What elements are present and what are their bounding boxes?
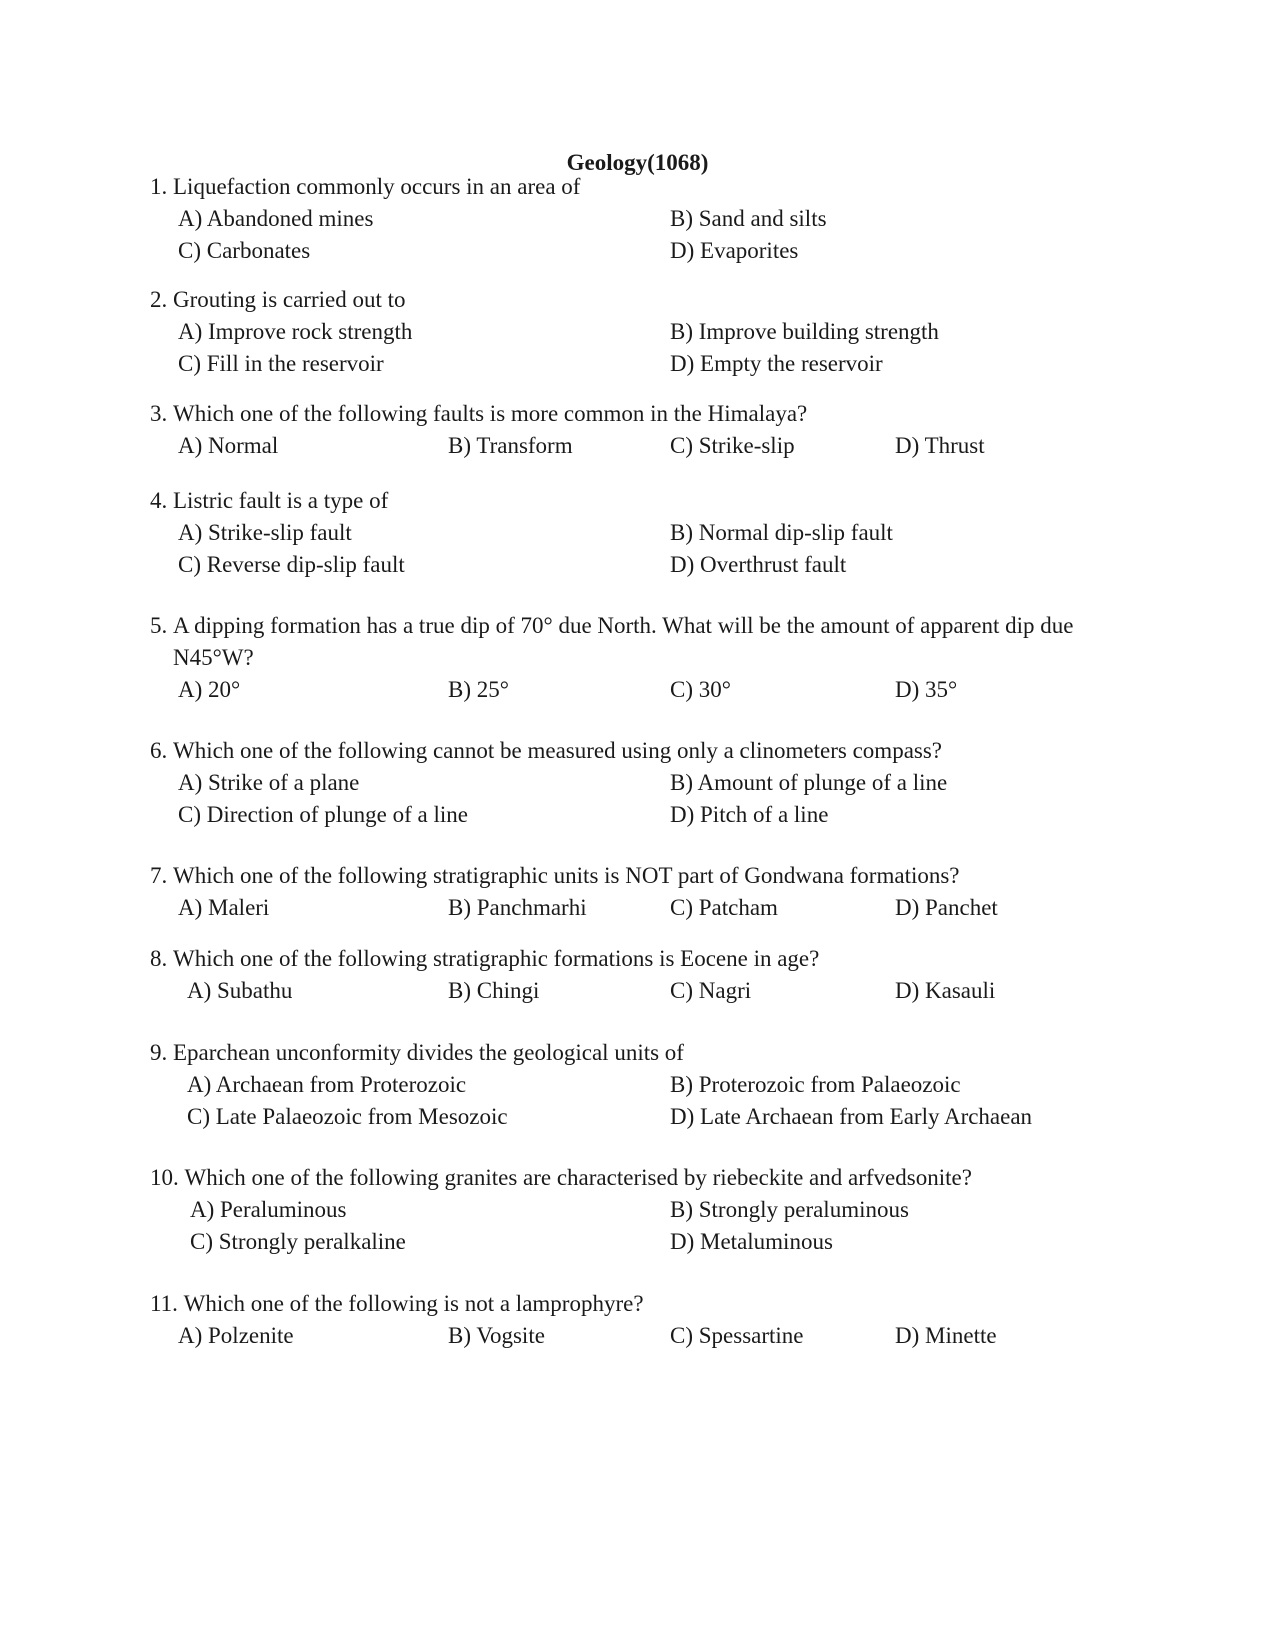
question-number: 6. bbox=[150, 738, 173, 763]
option-d: D) Kasauli bbox=[895, 978, 996, 1003]
option-d: D) Minette bbox=[895, 1323, 997, 1348]
option-d: D) Evaporites bbox=[670, 238, 799, 263]
option-c: C) Spessartine bbox=[670, 1323, 804, 1348]
question-7 bbox=[150, 860, 1150, 920]
question-text: Which one of the following cannot be measured using only a clinometers compass? bbox=[173, 738, 943, 763]
option-d: D) Empty the reservoir bbox=[670, 351, 883, 376]
option-c: C) 30° bbox=[670, 677, 731, 702]
question-10 bbox=[150, 1162, 1150, 1258]
option-d: D) Pitch of a line bbox=[670, 802, 829, 827]
option-d: D) Late Archaean from Early Archaean bbox=[670, 1104, 1033, 1129]
question-4 bbox=[150, 485, 1150, 581]
question-text: Grouting is carried out to bbox=[173, 287, 406, 312]
question-text: Liquefaction commonly occurs in an area of bbox=[173, 174, 581, 199]
question-number: 11. bbox=[150, 1291, 184, 1316]
question-11 bbox=[150, 1288, 1150, 1352]
question-text: Which one of the following is not a lamprophyre? bbox=[183, 1291, 644, 1316]
option-c: C) Late Palaeozoic from Mesozoic bbox=[187, 1104, 508, 1129]
question-number: 7. bbox=[150, 863, 173, 888]
option-c: C) Direction of plunge of a line bbox=[178, 802, 468, 827]
question-text: Which one of the following stratigraphic formations is Eocene in age? bbox=[173, 946, 820, 971]
option-a: A) Polzenite bbox=[178, 1323, 294, 1348]
option-d: D) Panchet bbox=[895, 895, 998, 920]
option-d: D) Thrust bbox=[895, 433, 985, 458]
option-b: B) Transform bbox=[448, 433, 573, 458]
option-a: A) Subathu bbox=[187, 978, 293, 1003]
question-number: 10. bbox=[150, 1165, 185, 1190]
question-6 bbox=[150, 735, 1150, 831]
option-b: B) Vogsite bbox=[448, 1323, 545, 1348]
question-3 bbox=[150, 398, 1150, 462]
option-b: B) Proterozoic from Palaeozoic bbox=[670, 1072, 961, 1097]
option-a: A) Archaean from Proterozoic bbox=[187, 1072, 467, 1097]
option-d: D) Overthrust fault bbox=[670, 552, 847, 577]
question-number: 8. bbox=[150, 946, 173, 971]
option-a: A) Abandoned mines bbox=[178, 206, 374, 231]
option-b: B) Strongly peraluminous bbox=[670, 1197, 909, 1222]
question-text: Which one of the following granites are characterised by riebeckite and arfvedsonite? bbox=[184, 1165, 972, 1190]
option-b: B) Panchmarhi bbox=[448, 895, 587, 920]
option-a: A) Strike-slip fault bbox=[178, 520, 352, 545]
question-text: A dipping formation has a true dip of 70° due North. What will be the amount of apparent dip due N45°W? bbox=[173, 613, 1074, 670]
question-number: 1. bbox=[150, 174, 173, 199]
option-b: B) Chingi bbox=[448, 978, 540, 1003]
option-c: C) Patcham bbox=[670, 895, 778, 920]
question-number: 5. bbox=[150, 613, 173, 638]
option-b: B) Improve building strength bbox=[670, 319, 939, 344]
question-text: Listric fault is a type of bbox=[173, 488, 389, 513]
option-c: C) Carbonates bbox=[178, 238, 311, 263]
question-number: 4. bbox=[150, 488, 173, 513]
option-a: A) 20° bbox=[178, 677, 241, 702]
option-b: B) 25° bbox=[448, 677, 509, 702]
option-a: A) Improve rock strength bbox=[178, 319, 413, 344]
question-text: Which one of the following stratigraphic units is NOT part of Gondwana formations? bbox=[173, 863, 960, 888]
option-c: C) Strike-slip bbox=[670, 433, 795, 458]
option-d: D) Metaluminous bbox=[670, 1229, 833, 1254]
question-text: Eparchean unconformity divides the geological units of bbox=[173, 1040, 684, 1065]
option-a: A) Peraluminous bbox=[190, 1197, 347, 1222]
option-c: C) Reverse dip-slip fault bbox=[178, 552, 405, 577]
option-c: C) Strongly peralkaline bbox=[190, 1229, 406, 1254]
option-c: C) Fill in the reservoir bbox=[178, 351, 384, 376]
question-1 bbox=[150, 171, 1150, 267]
option-c: C) Nagri bbox=[670, 978, 752, 1003]
option-a: A) Maleri bbox=[178, 895, 270, 920]
option-a: A) Strike of a plane bbox=[178, 770, 360, 795]
question-9 bbox=[150, 1037, 1150, 1133]
question-number: 2. bbox=[150, 287, 173, 312]
question-2 bbox=[150, 284, 1150, 380]
option-b: B) Sand and silts bbox=[670, 206, 827, 231]
question-text: Which one of the following faults is more common in the Himalaya? bbox=[173, 401, 808, 426]
option-d: D) 35° bbox=[895, 677, 958, 702]
question-5 bbox=[150, 610, 1150, 706]
option-b: B) Amount of plunge of a line bbox=[670, 770, 948, 795]
page-title: Geology(1068) bbox=[566, 150, 709, 175]
option-b: B) Normal dip-slip fault bbox=[670, 520, 893, 545]
question-number: 9. bbox=[150, 1040, 173, 1065]
option-a: A) Normal bbox=[178, 433, 279, 458]
question-8 bbox=[150, 943, 1150, 1007]
question-number: 3. bbox=[150, 401, 173, 426]
